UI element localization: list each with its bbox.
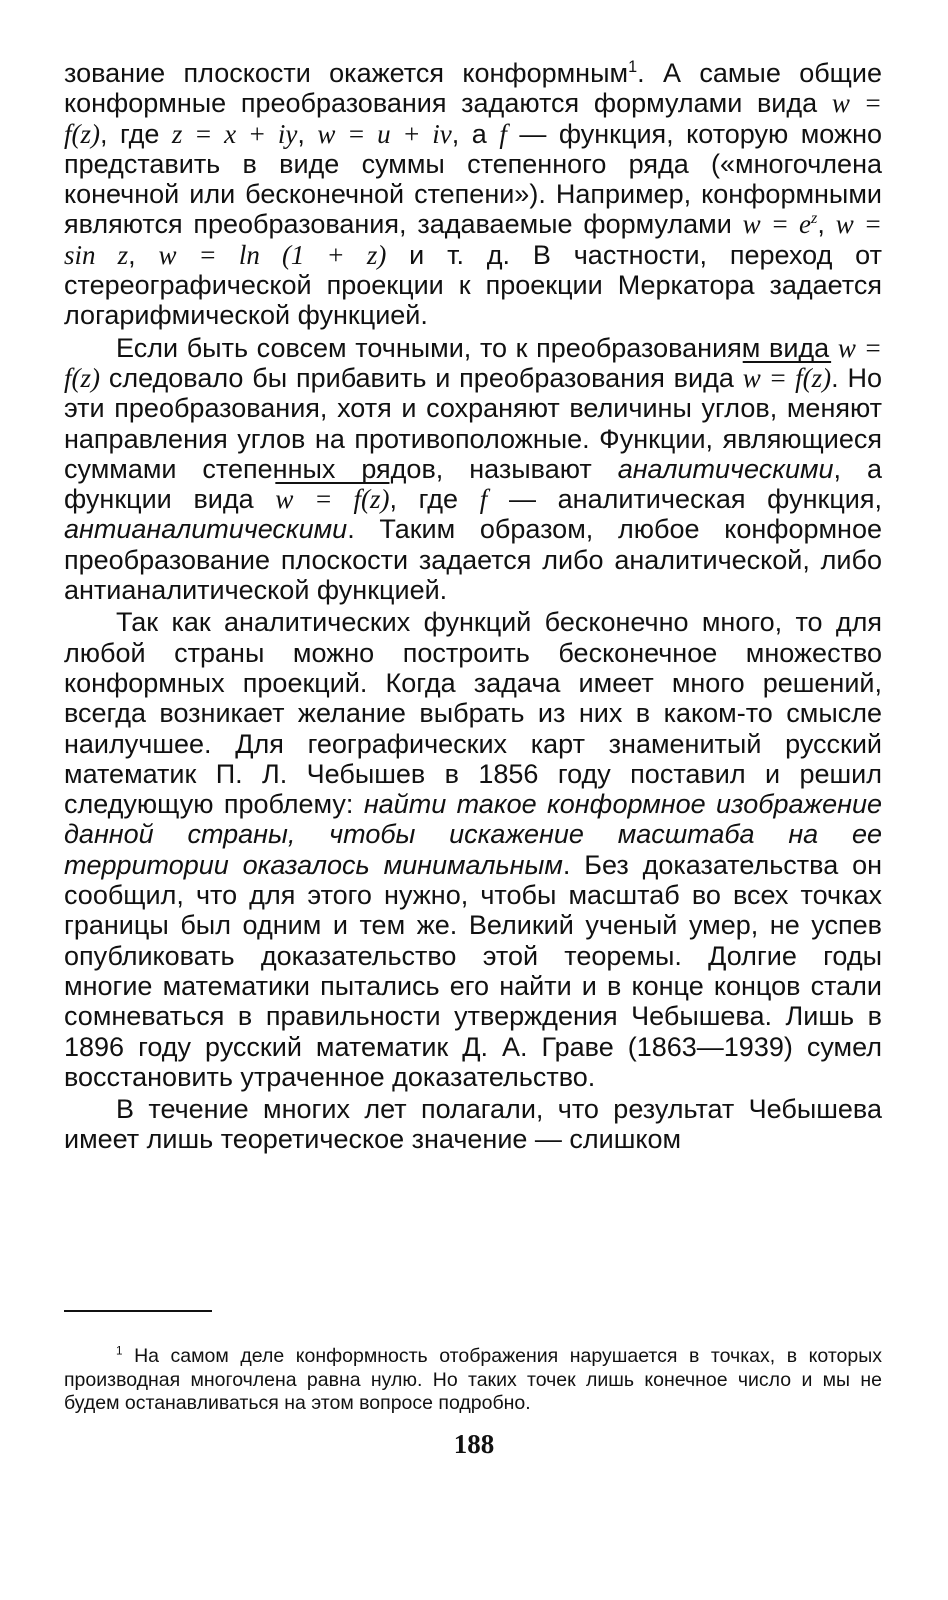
math-expression: f	[499, 118, 507, 149]
page-number: 188	[453, 1429, 495, 1459]
math-expression: w = u + iv	[317, 118, 452, 149]
emphasis-text: аналитическими	[617, 453, 834, 484]
superscript: 1	[628, 58, 638, 76]
text-run: , где	[389, 484, 480, 515]
text-run: ,	[817, 209, 836, 240]
math-expression: w = f(z)	[275, 484, 390, 515]
text-run: зование плоскости окажется конформным	[64, 58, 629, 88]
math-expression: w = sin z	[64, 209, 882, 270]
paragraph-3	[64, 607, 882, 1092]
paragraph-1	[64, 58, 882, 331]
math-expression: f	[479, 484, 488, 515]
math-expression: z = x + iy	[171, 118, 298, 149]
text-run: ,	[128, 239, 159, 270]
text-run: В течение многих лет полагали, что результат Чебышева имеет лишь теоретическое значение — слишком	[64, 1094, 882, 1155]
footnote	[64, 1345, 882, 1416]
math-expression: z	[811, 209, 818, 228]
text-run: и т. д. В частности, переход от стереографической проекции к проекции Меркатора задается логарифмической функцией.	[64, 239, 882, 331]
page-body	[64, 58, 882, 1155]
paragraph-2	[64, 333, 882, 606]
emphasis-text: антианалитическими	[64, 514, 348, 545]
text-run: следовало бы прибавить и преобразования вида	[100, 362, 743, 393]
text-run: , где	[100, 118, 172, 149]
math-expression: w = e	[742, 209, 812, 240]
footnote-marker: 1	[116, 1344, 123, 1358]
footnote-divider	[64, 1310, 212, 1312]
text-run: . Таким образом, любое конформное преобразование плоскости задается либо аналитической, либо антианалитической функцией.	[64, 514, 882, 606]
math-expression: w = ln (1 + z)	[158, 239, 387, 270]
text-run: . Без доказательства он сообщил, что для этого нужно, чтобы масштаб во всех точках границы был одним и тем же. Великий ученый умер, не успев опубликовать доказательство этой теоремы. Долгие годы многие математики пытались его найти и в конце концов стали сомневаться в правильности утверждения Чебышева. Лишь в 1896 году русский математик Д. А. Граве (1863—1939) сумел восстановить утраченное доказательство.	[64, 849, 883, 1092]
emphasis-text: найти такое конформное изображение данной страны, чтобы искажение масштаба на ее территории оказалось минимальным	[64, 789, 883, 880]
text-run: — аналитическая функция,	[487, 484, 882, 515]
text-run: . А самые общие конформные преобразования задаются формулами вида	[64, 58, 882, 119]
footnote-text: На самом деле конформность отображения нарушается в точках, в которых производная многочлена равна нулю. Но таких точек лишь конечное число и мы не будем останавливаться на этом вопросе подробно.	[64, 1345, 882, 1414]
math-expression: w = f(z)	[64, 88, 882, 149]
paragraph-4	[64, 1094, 882, 1155]
text-run: ,	[297, 118, 318, 149]
math-expression: w = f(z)	[64, 332, 882, 393]
text-run: Если быть совсем точными, то к преобразованиям вида	[116, 332, 838, 363]
text-run: Так как аналитических функций бесконечно много, то для любой страны можно построить бесконечное множество конформных проекций. Когда задача имеет много решений, всегда возникает желание выбрать из них в каком-то смысле наилучшее. Для географических карт знаменитый русский математик П. Л. Чебышев в 1856 году поставил и решил следующую проблему:	[64, 607, 882, 820]
text-run: . Но эти преобразования, хотя и сохраняют величины углов, меняют направления углов на противоположные. Функции, являющиеся суммами степенных рядов, называют	[64, 362, 882, 484]
text-run: — функция, которую можно представить в виде суммы степенного ряда («многочлена конечной или бесконечной степени»). Например, конформными являются преобразования, задаваемые формулами	[64, 118, 882, 240]
math-expression: w = f(z)	[742, 362, 832, 393]
text-run: , а	[451, 118, 500, 149]
text-run: , а функции вида	[64, 453, 882, 515]
